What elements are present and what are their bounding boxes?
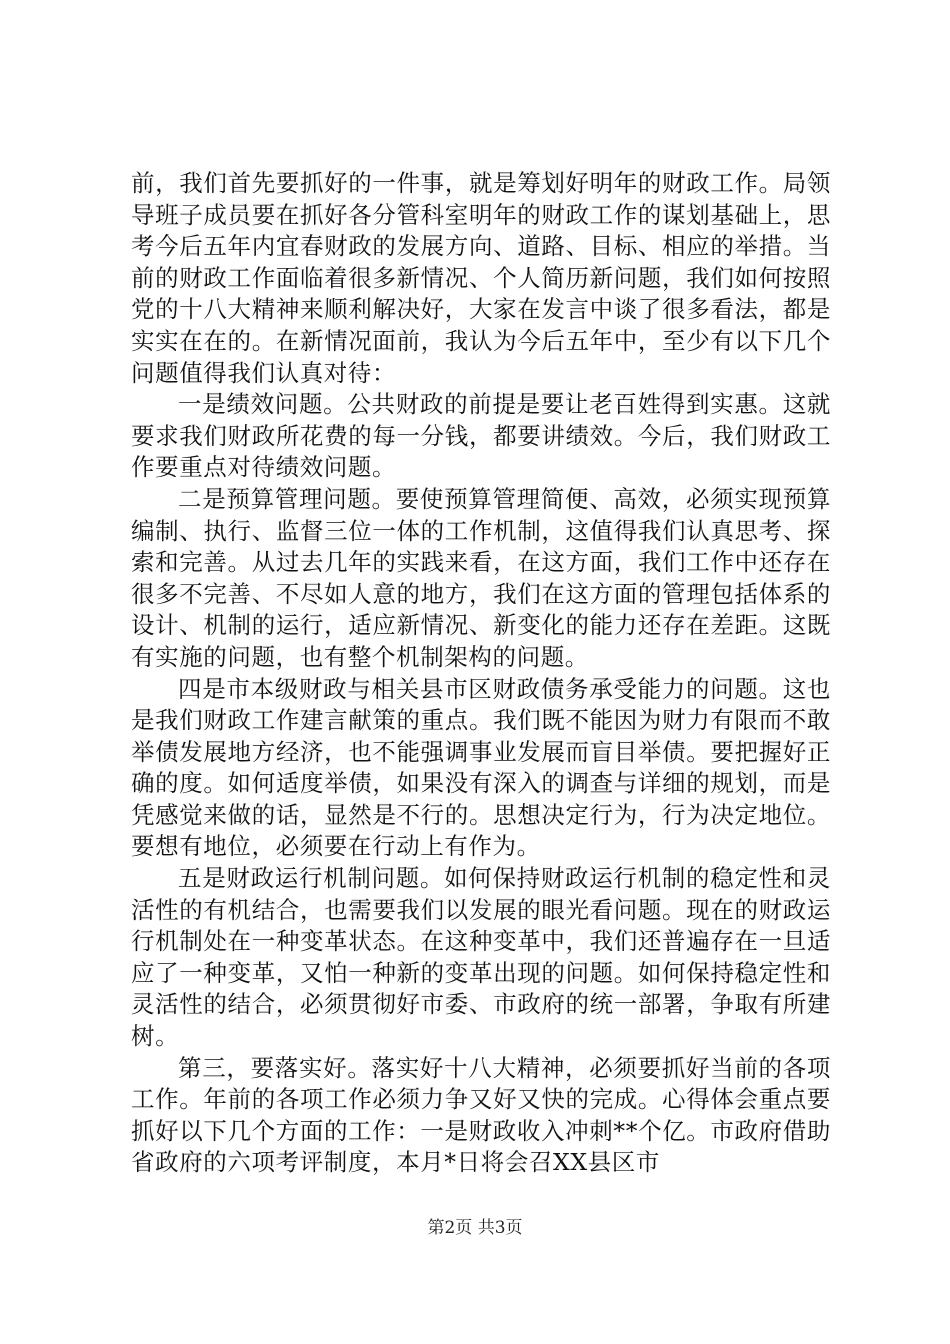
- paragraph-debt: 四是市本级财政与相关县市区财政债务承受能力的问题。这也是我们财政工作建言献策的重点。我们既不能因为财力有限而不敢举债发展地方经济，也不能强调事业发展而盲目举债。要把握好正确的度。如何适度举债，如果没有深入的调查与详细的规划，而是凭感觉来做的话，显然是不行的。思想决定行为，行为决定地位。要想有地位，必须要在行动上有作为。: [131, 674, 831, 861]
- document-body: [131, 168, 831, 1179]
- paragraph-budget: 二是预算管理问题。要使预算管理简便、高效，必须实现预算编制、执行、监督三位一体的工作机制，这值得我们认真思考、探索和完善。从过去几年的实践来看，在这方面，我们工作中还存在很多不完善、不尽如人意的地方，我们在这方面的管理包括体系的设计、机制的运行，适应新情况、新变化的能力还存在差距。这既有实施的问题，也有整个机制架构的问题。: [131, 484, 831, 671]
- paragraph-implementation: 第三，要落实好。落实好十八大精神，必须要抓好当前的各项工作。年前的各项工作必须力争又好又快的完成。心得体会重点要抓好以下几个方面的工作：一是财政收入冲刺**个亿。市政府借助省政府的六项考评制度，本月*日将会召XX县区市: [131, 1053, 831, 1177]
- paragraph-intro: 前，我们首先要抓好的一件事，就是筹划好明年的财政工作。局领导班子成员要在抓好各分管科室明年的财政工作的谋划基础上，思考今后五年内宜春财政的发展方向、道路、目标、相应的举措。当前的财政工作面临着很多新情况、个人简历新问题，我们如何按照党的十八大精神来顺利解决好，大家在发言中谈了很多看法，都是实实在在的。在新情况面前，我认为今后五年中，至少有以下几个问题值得我们认真对待：: [131, 169, 831, 387]
- page-number-footer: 第2页 共3页: [427, 1218, 523, 1238]
- paragraph-performance: 一是绩效问题。公共财政的前提是要让老百姓得到实惠。这就要求我们财政所花费的每一分钱，都要讲绩效。今后，我们财政工作要重点对待绩效问题。: [131, 390, 831, 482]
- paragraph-mechanism: 五是财政运行机制问题。如何保持财政运行机制的稳定性和灵活性的有机结合，也需要我们以发展的眼光看问题。现在的财政运行机制处在一种变革状态。在这种变革中，我们还普遍存在一旦适应了一种变革，又怕一种新的变革出现的问题。如何保持稳定性和灵活性的结合，必须贯彻好市委、市政府的统一部署，争取有所建树。: [131, 864, 831, 1051]
